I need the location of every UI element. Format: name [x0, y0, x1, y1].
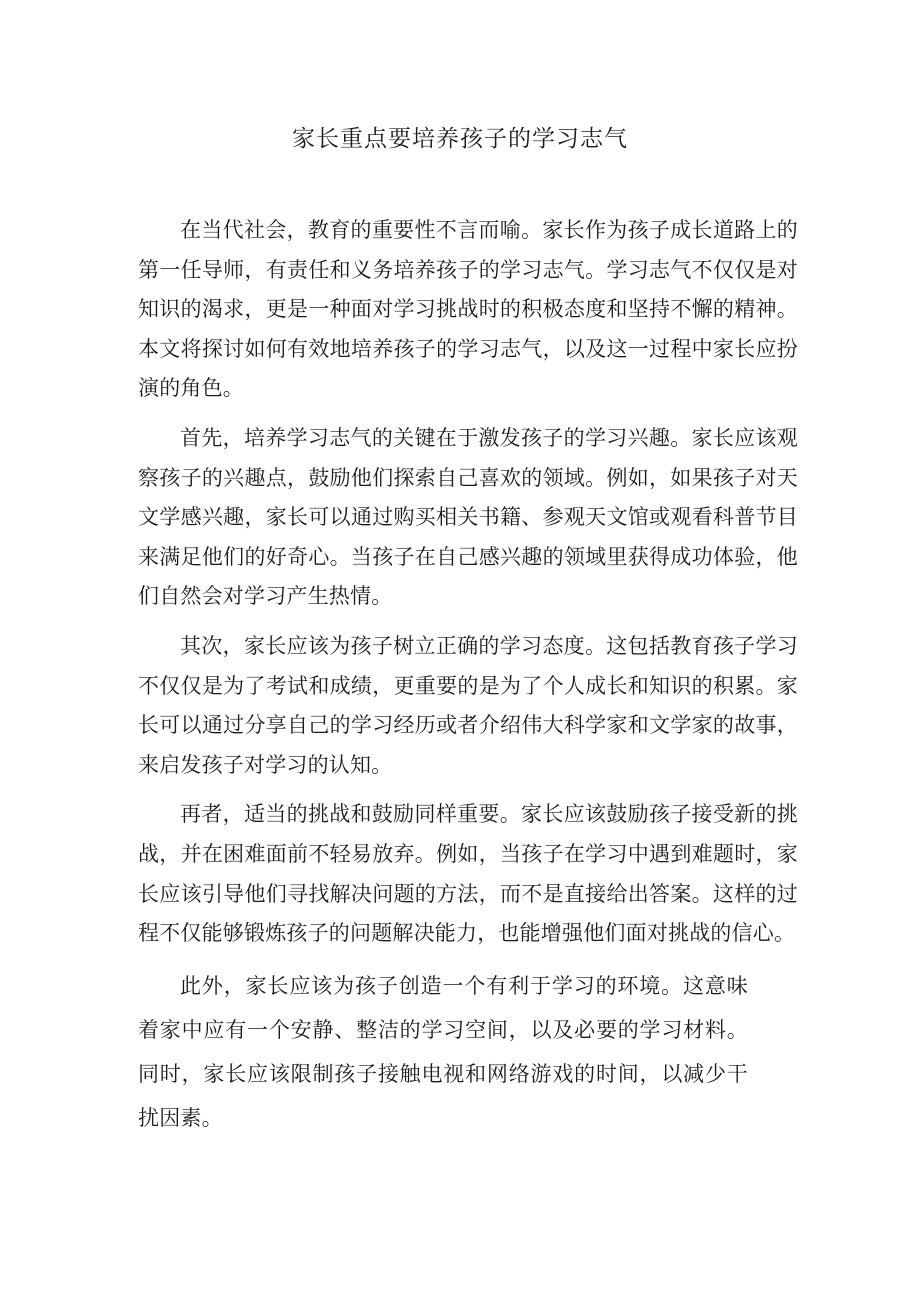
- paragraph-environment: 此外，家长应该为孩子创造一个有利于学习的环境。这意味着家中应有一个安静、整洁的学习空间，以及必要的学习材料。同时，家长应该限制孩子接触电视和网络游戏的时间，以减少干扰因素。: [138, 973, 748, 1130]
- document-title: 家长重点要培养孩子的学习志气: [292, 126, 628, 152]
- paragraph-interest: 首先，培养学习志气的关键在于激发孩子的学习兴趣。家长应该观察孩子的兴趣点，鼓励他们探索自己喜欢的领域。例如，如果孩子对天文学感兴趣，家长可以通过购买相关书籍、参观天文馆或观看科普节目来满足他们的好奇心。当孩子在自己感兴趣的领域里获得成功体验，他们自然会对学习产生热情。: [138, 425, 798, 609]
- paragraph-challenge: 再者，适当的挑战和鼓励同样重要。家长应该鼓励孩子接受新的挑战，并在困难面前不轻易放弃。例如，当孩子在学习中遇到难题时，家长应该引导他们寻找解决问题的方法，而不是直接给出答案。这样的过程不仅能够锻炼孩子的问题解决能力，也能增强他们面对挑战的信心。: [138, 802, 798, 946]
- document-body: [138, 211, 798, 1140]
- paragraph-intro: 在当代社会，教育的重要性不言而喻。家长作为孩子成长道路上的第一任导师，有责任和义务培养孩子的学习志气。学习志气不仅仅是对知识的渴求，更是一种面对学习挑战时的积极态度和坚持不懈的精神。本文将探讨如何有效地培养孩子的学习志气，以及这一过程中家长应扮演的角色。: [138, 218, 798, 401]
- paragraph-attitude: 其次，家长应该为孩子树立正确的学习态度。这包括教育孩子学习不仅仅是为了考试和成绩，更重要的是为了个人成长和知识的积累。家长可以通过分享自己的学习经历或者介绍伟大科学家和文学家的故事，来启发孩子对学习的认知。: [138, 633, 798, 777]
